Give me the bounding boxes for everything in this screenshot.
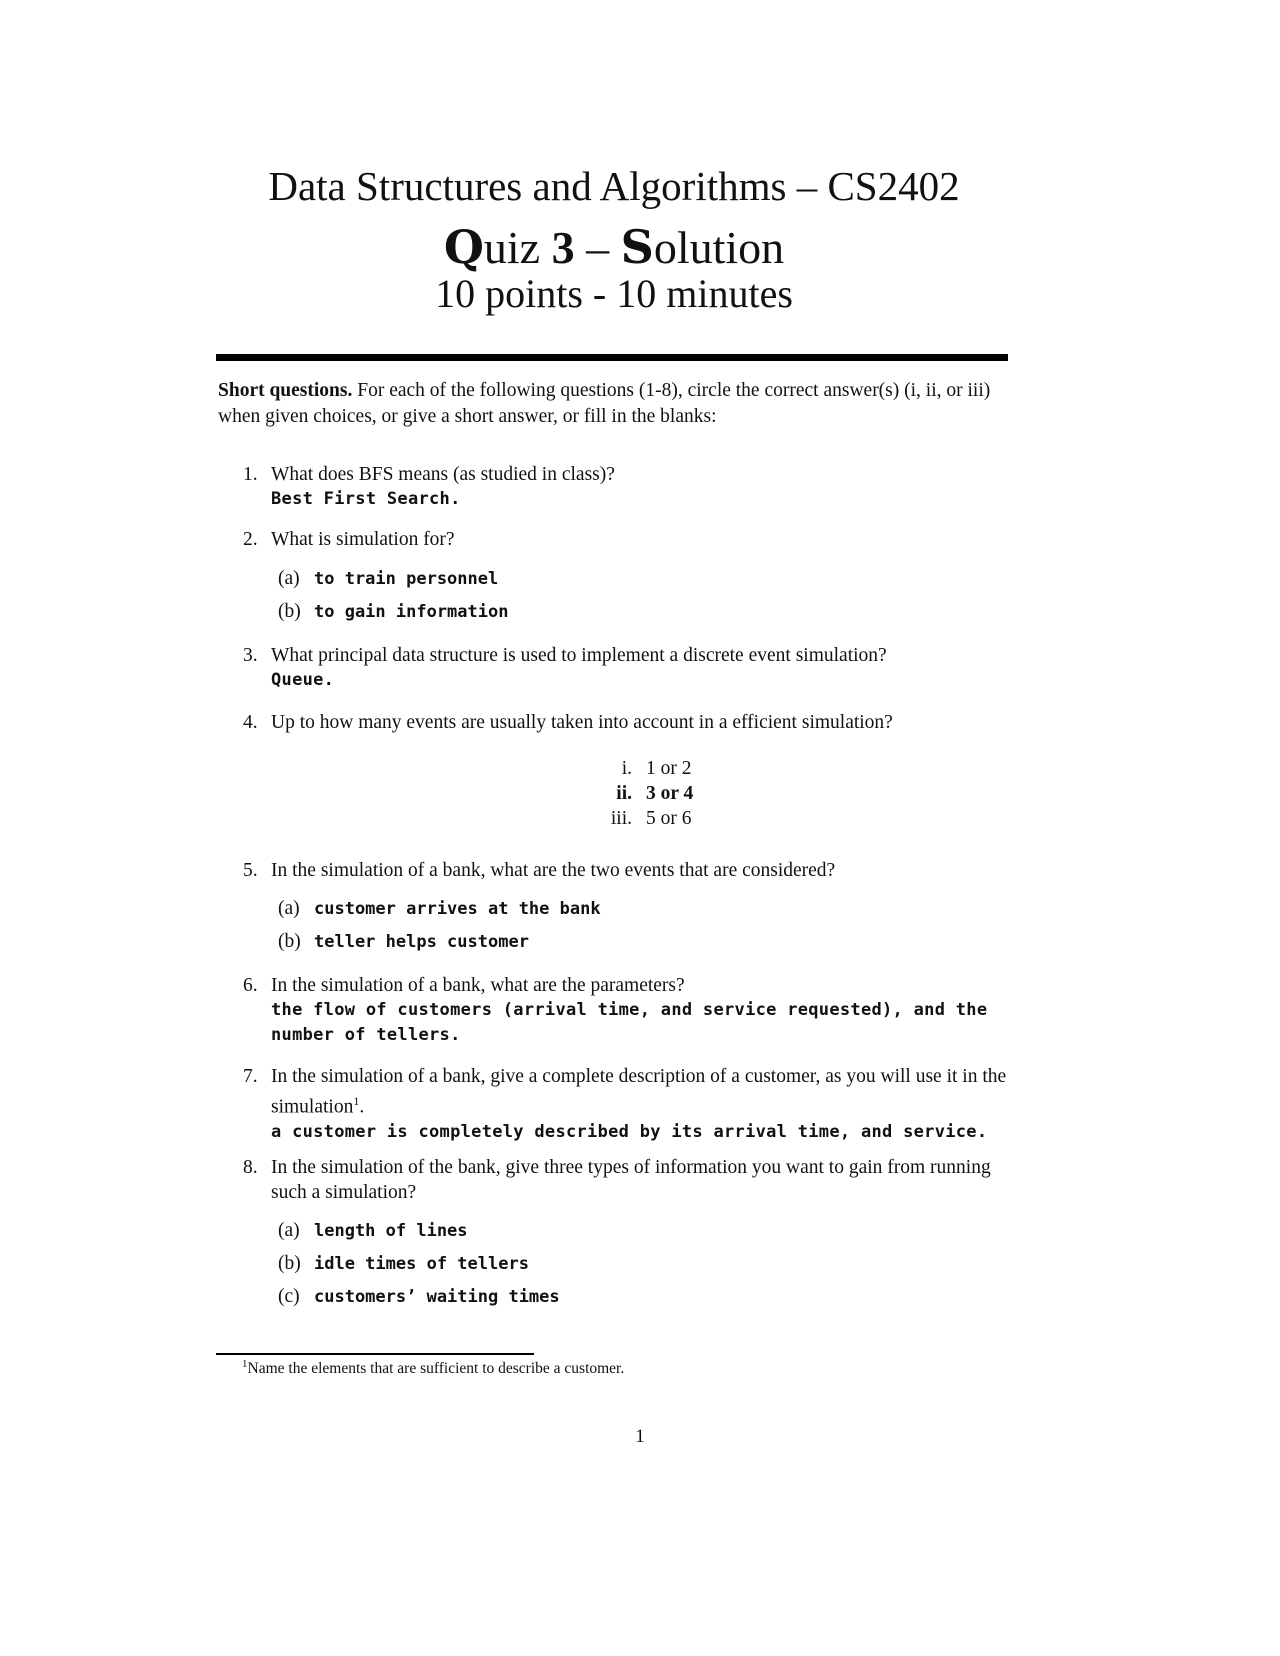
header-rule — [216, 354, 1008, 361]
item-label: (b) — [278, 931, 301, 952]
quiz-subtitle: 10 points - 10 minutes — [435, 271, 793, 316]
instructions — [218, 378, 1013, 430]
question-5 — [243, 858, 1013, 883]
item-label: (a) — [278, 898, 300, 919]
question-3 — [243, 643, 1013, 693]
course-title: Data Structures and Algorithms – CS2402 — [268, 163, 960, 209]
quiz-dash: – — [574, 222, 621, 273]
question-number: 6. — [243, 975, 258, 996]
item-label: (b) — [278, 1253, 301, 1274]
answer-text: a customer is completely described by its arrival time, and service. — [271, 1121, 988, 1142]
question-text-end: . — [359, 1096, 365, 1118]
item-label: (c) — [278, 1286, 300, 1307]
question-text: In the simulation of a bank, what are the parameters? — [271, 975, 685, 996]
choice-list — [584, 756, 693, 831]
question-text: In the simulation of a bank, what are the two events that are considered? — [271, 860, 836, 881]
answer-item — [278, 1253, 529, 1275]
quiz-number: 3 — [551, 222, 575, 273]
question-text — [271, 1064, 1013, 1120]
instructions-text: For each of the following questions (1-8), circle the correct answer(s) (i, ii, or iii) when given choices, or give a short answer, or fill in the blanks: — [218, 380, 991, 427]
item-value: customer arrives at the bank — [314, 899, 601, 919]
choice-label: iii. — [610, 808, 632, 829]
item-value: customers’ waiting times — [314, 1287, 560, 1307]
answer-item — [278, 1220, 468, 1242]
question-number: 1. — [243, 464, 258, 485]
choice-row-selected[interactable] — [584, 781, 693, 806]
answer-text: Best First Search. — [271, 489, 461, 509]
question-text: Up to how many events are usually taken into account in a efficient simulation? — [271, 712, 893, 733]
footnote-rule — [216, 1353, 534, 1355]
item-label: (b) — [278, 601, 301, 622]
answer-text: the flow of customers (arrival time, and service requested), and the number of tellers. — [271, 1000, 988, 1045]
answer-item — [278, 601, 508, 623]
question-6 — [243, 973, 1013, 1048]
question-number: 2. — [243, 529, 258, 550]
question-text: In the simulation of the bank, give three types of information you want to gain from running such a simulation? — [271, 1157, 991, 1203]
item-value: to train personnel — [314, 569, 499, 589]
footnote-text: Name the elements that are sufficient to describe a customer. — [247, 1360, 625, 1378]
footnote-reference[interactable]: 1 — [353, 1094, 360, 1108]
solution-initial-s: S — [620, 220, 654, 274]
question-number: 8. — [243, 1157, 258, 1178]
choice-value: 3 or 4 — [646, 783, 694, 804]
choice-label: i. — [621, 758, 632, 779]
choice-row[interactable] — [584, 756, 693, 781]
answer-text: Queue. — [271, 670, 335, 690]
quiz-title — [0, 220, 1254, 274]
choice-label: ii. — [616, 783, 632, 804]
question-4 — [243, 710, 1013, 735]
question-2 — [243, 527, 1013, 552]
item-value: to gain information — [314, 602, 509, 622]
page-number: 1 — [635, 1426, 645, 1447]
instructions-heading: Short questions. — [218, 380, 353, 401]
question-text: What is simulation for? — [271, 529, 455, 550]
answer-item — [278, 1286, 560, 1308]
footnote — [242, 1358, 624, 1378]
question-1 — [243, 462, 1013, 512]
answer-item — [278, 898, 601, 920]
footnote-mark: 1 — [242, 1358, 248, 1370]
question-7 — [243, 1064, 1013, 1145]
choice-value: 1 or 2 — [646, 758, 692, 779]
item-value: length of lines — [314, 1221, 468, 1241]
item-label: (a) — [278, 568, 300, 589]
question-8 — [243, 1155, 1013, 1205]
question-number: 4. — [243, 712, 258, 733]
question-text: What does BFS means (as studied in class)? — [271, 464, 615, 485]
question-number: 3. — [243, 645, 258, 666]
item-value: teller helps customer — [314, 932, 529, 952]
item-value: idle times of tellers — [314, 1254, 529, 1274]
choice-value: 5 or 6 — [646, 808, 692, 829]
answer-item — [278, 568, 498, 590]
answer-item — [278, 931, 529, 953]
item-label: (a) — [278, 1220, 300, 1241]
question-text: What principal data structure is used to implement a discrete event simulation? — [271, 645, 887, 666]
solution-word: olution — [653, 222, 785, 273]
question-text-body: In the simulation of a bank, give a complete description of a customer, as you will use it in the simulation — [271, 1066, 1007, 1118]
question-number: 7. — [243, 1066, 258, 1087]
question-number: 5. — [243, 860, 258, 881]
quiz-initial-q: Q — [443, 220, 484, 274]
quiz-word: uiz — [483, 222, 552, 273]
choice-row[interactable] — [584, 806, 693, 831]
